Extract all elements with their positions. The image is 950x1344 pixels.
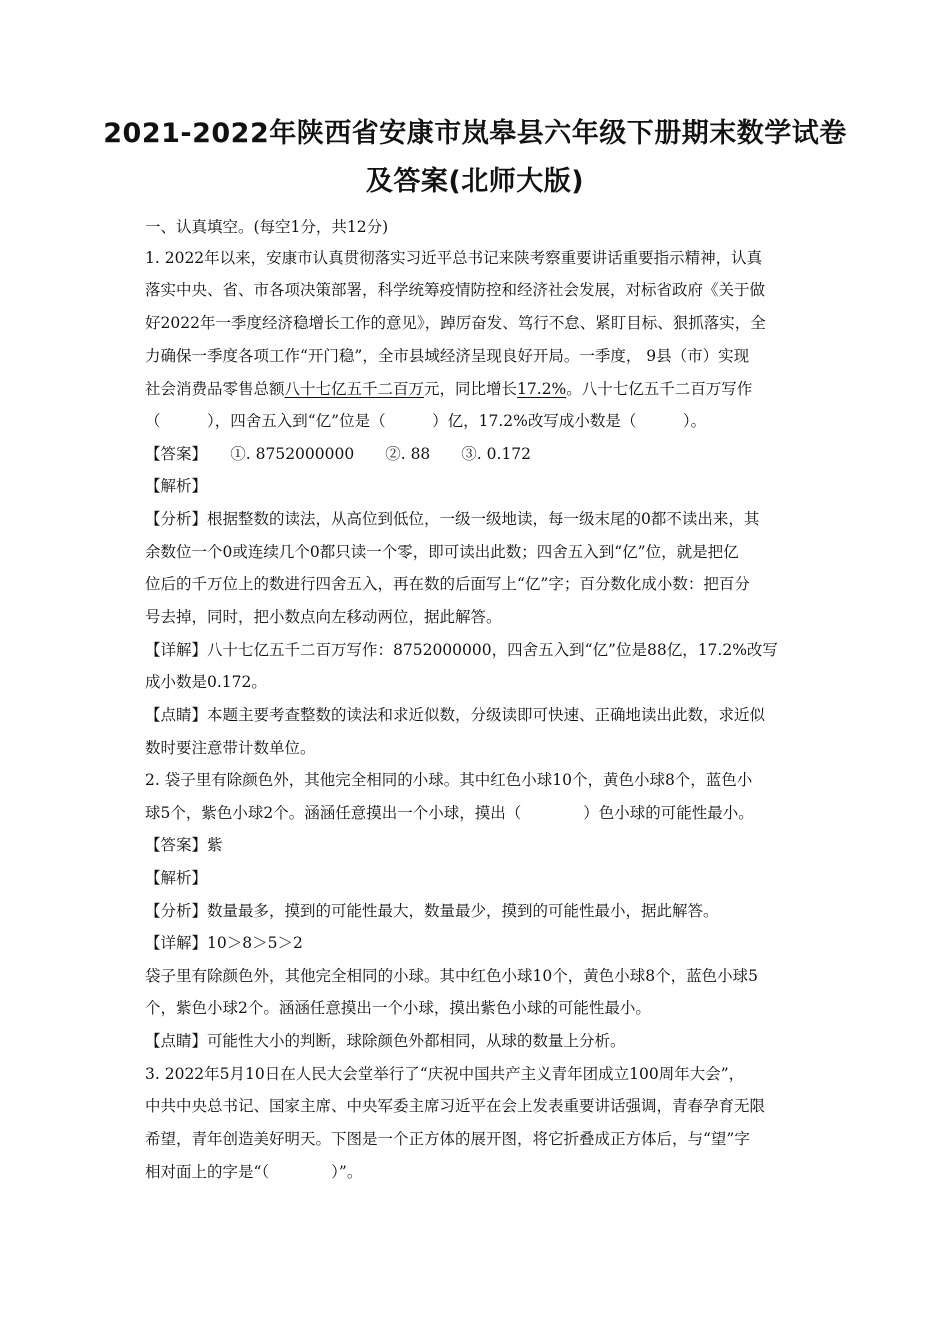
q2-analysis: 【分析】数量最多，摸到的可能性最大，数量最少，摸到的可能性最小，据此解答。 <box>145 902 719 920</box>
q1-line3: 好2022年一季度经济稳增长工作的意见》，踔厉奋发、笃行不怠、紧盯目标、狠抓落实，全 <box>145 314 766 332</box>
q1-comment-line2: 数时要注意带计数单位。 <box>145 739 316 757</box>
q2-comment: 【点睛】可能性大小的判断，球除颜色外都相同，从球的数量上分析。 <box>145 1032 626 1050</box>
q1-analysis-line2: 余数位一个0或连续几个0都只读一个零，即可读出此数；四舍五入到“亿”位，就是把亿 <box>145 543 739 561</box>
section-heading: 一、认真填空。(每空1分，共12分) <box>145 218 389 236</box>
q3-line4: 相对面上的字是“（ ）”。 <box>145 1163 363 1181</box>
q2-line1: 2. 袋子里有除颜色外，其他完全相同的小球。其中红色小球10个，黄色小球8个，蓝色小 <box>145 771 753 789</box>
q2-jiexi: 【解析】 <box>145 869 208 887</box>
q2-detail-line3: 个，紫色小球2个。涵涵任意摸出一个小球，摸出紫色小球的可能性最小。 <box>145 999 651 1017</box>
q1-line2: 落实中央、省、市各项决策部署，科学统筹疫情防控和经济社会发展，对标省政府《关于做 <box>145 281 766 299</box>
q1-line1: 1. 2022年以来，安康市认真贯彻落实习近平总书记来陕考察重要讲话重要指示精神，认真 <box>145 249 763 267</box>
q1-underlined-percent: 17.2% <box>517 380 567 398</box>
q1-jiexi: 【解析】 <box>145 477 208 495</box>
q1-line4: 力确保一季度各项工作“开门稳”，全市县域经济呈现良好开局。一季度， 9县（市）实现 <box>145 347 750 365</box>
q1-detail-line2: 成小数是0.172。 <box>145 673 267 691</box>
q1-line5-text-e: 。八十七亿五千二百万写作 <box>566 380 753 398</box>
q2-detail-line2: 袋子里有除颜色外，其他完全相同的小球。其中红色小球10个，黄色小球8个，蓝色小球5 <box>145 967 758 985</box>
q1-analysis-line3: 位后的千万位上的数进行四舍五入，再在数的后面写上“亿”字；百分数化成小数：把百分 <box>145 575 750 593</box>
q1-comment-line1: 【点睛】本题主要考查整数的读法和求近似数，分级读即可快速、正确地读出此数，求近似 <box>145 706 766 724</box>
q1-line5-text-a: 社会消费品零售总额 <box>145 380 285 398</box>
q1-analysis-line4: 号去掉，同时，把小数点向左移动两位，据此解答。 <box>145 608 502 626</box>
q2-line2: 球5个，紫色小球2个。涵涵任意摸出一个小球，摸出（ ）色小球的可能性最小。 <box>145 804 754 822</box>
q1-line5 <box>145 378 815 400</box>
q1-detail-line1: 【详解】八十七亿五千二百万写作：8752000000，四舍五入到“亿”位是88亿，17.2%改写 <box>145 641 778 659</box>
document-title-line1: 2021-2022年陕西省安康市岚皋县六年级下册期末数学试卷 <box>103 118 847 149</box>
q1-line6: （ ），四舍五入到“亿”位是（ ）亿，17.2%改写成小数是（ ）。 <box>145 412 707 430</box>
q1-underlined-amount: 八十七亿五千二百万 <box>284 380 425 398</box>
q1-analysis-line1: 【分析】根据整数的读法，从高位到低位，一级一级地读，每一级末尾的0都不读出来，其 <box>145 510 760 528</box>
q3-line2: 中共中央总书记、国家主席、中央军委主席习近平在会上发表重要讲话强调，青春孕育无限 <box>145 1097 766 1115</box>
q1-line5-text-c: 元，同比增长 <box>424 380 518 398</box>
document-title-line2: 及答案(北师大版) <box>365 166 585 197</box>
q3-line3: 希望，青年创造美好明天。下图是一个正方体的展开图，将它折叠成正方体后，与“望”字 <box>145 1130 750 1148</box>
q2-answer: 【答案】紫 <box>145 836 223 854</box>
q3-line1: 3. 2022年5月10日在人民大会堂举行了“庆祝中国共产主义青年团成立100周年大会”， <box>145 1065 745 1083</box>
q1-answer: 【答案】 ①. 8752000000 ②. 88 ③. 0.172 <box>145 445 532 463</box>
q2-detail: 【详解】10＞8＞5＞2 <box>145 934 303 952</box>
